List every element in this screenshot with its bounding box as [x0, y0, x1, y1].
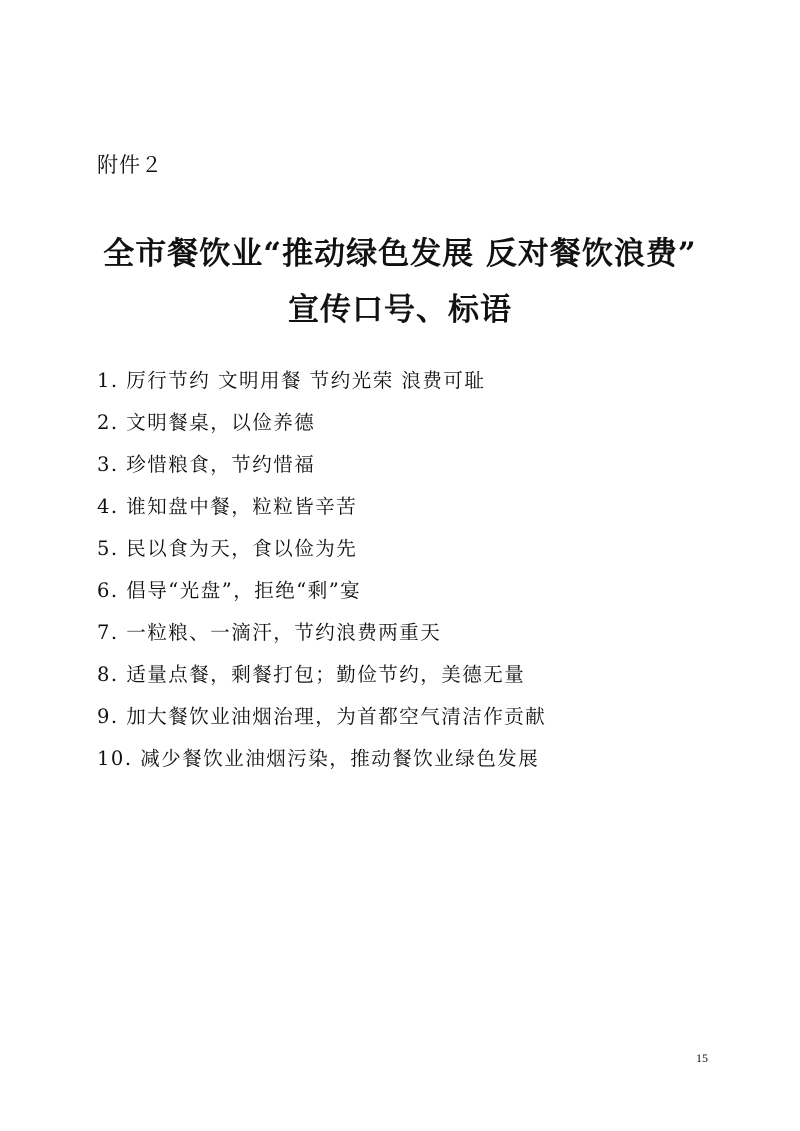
title-line-2: 宣传口号、标语: [288, 292, 512, 328]
slogan-item-2: 2. 文明餐桌，以俭养德: [97, 411, 316, 434]
slogan-item-6: 6. 倡导“光盘”，拒绝“剩”宴: [97, 579, 362, 602]
slogan-list: [97, 360, 737, 780]
slogan-item-9: 9. 加大餐饮业油烟治理，为首都空气清洁作贡献: [97, 705, 547, 728]
slogan-item-1: 1. 厉行节约 文明用餐 节约光荣 浪费可耻: [97, 369, 486, 392]
slogan-item-10: 10. 减少餐饮业油烟污染，推动餐饮业绿色发展: [97, 747, 540, 770]
page-number: 15: [696, 1051, 708, 1065]
slogan-item-8: 8. 适量点餐，剩餐打包；勤俭节约，美德无量: [97, 663, 526, 686]
slogan-item-3: 3. 珍惜粮食，节约惜福: [97, 453, 316, 476]
slogan-item-7: 7. 一粒粮、一滴汗，节约浪费两重天: [97, 621, 442, 644]
slogan-item-5: 5. 民以食为天，食以俭为先: [97, 537, 358, 560]
page-title: [40, 226, 760, 338]
attachment-label: 附件２: [97, 153, 163, 177]
slogan-item-4: 4. 谁知盘中餐，粒粒皆辛苦: [97, 495, 358, 518]
title-line-1: 全市餐饮业“推动绿色发展 反对餐饮浪费”: [103, 236, 697, 272]
